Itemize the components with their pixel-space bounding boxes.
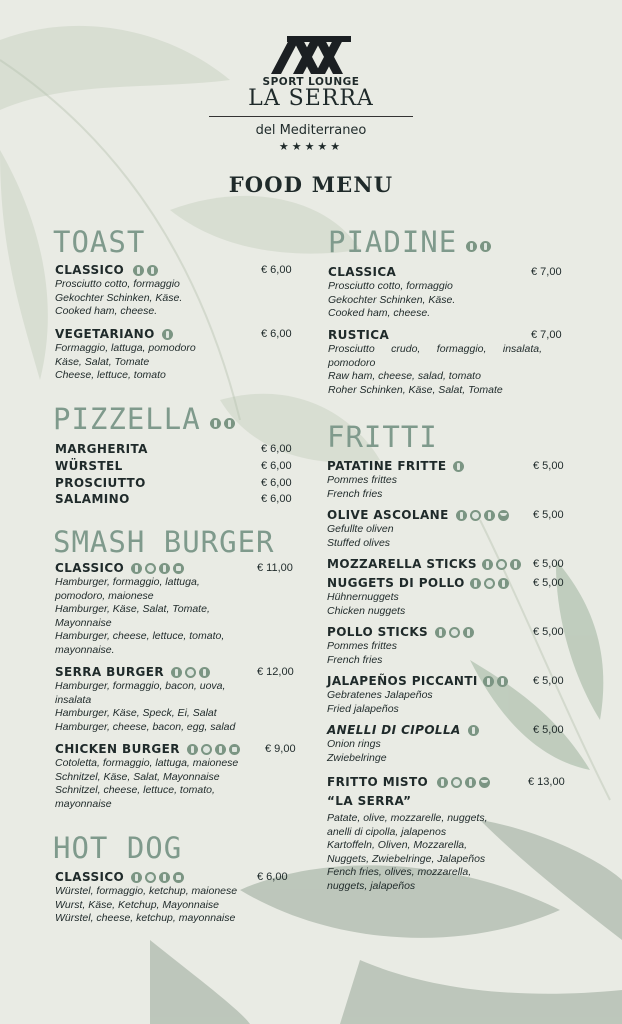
item-price: € 5,00 xyxy=(533,626,564,638)
item-name: NUGGETS DI POLLO xyxy=(327,575,567,591)
item-desc: Nuggets, Zwiebelringe, Jalapeños xyxy=(327,852,486,865)
egg-icon xyxy=(145,872,156,883)
menu-item xyxy=(55,441,295,457)
egg-icon xyxy=(201,744,212,755)
menu-item xyxy=(55,560,300,658)
item-price: € 13,00 xyxy=(528,776,565,788)
menu-item xyxy=(327,575,567,618)
milk-icon xyxy=(497,676,508,687)
item-desc: Prosciutto crudo, formaggio, insalata, xyxy=(328,343,542,355)
section-title-text: PIZZELLA xyxy=(53,402,201,436)
menu-item xyxy=(327,673,567,716)
mustard-icon xyxy=(173,872,184,883)
menu-item xyxy=(55,491,295,507)
section-title-text: TOAST xyxy=(53,225,146,259)
item-desc: Schnitzel, Käse, Salat, Mayonnaise xyxy=(55,770,220,783)
item-name: CHICKEN BURGER xyxy=(55,741,300,757)
wheat-icon xyxy=(453,461,464,472)
item-price: € 7,00 xyxy=(531,266,562,278)
menu-item xyxy=(328,327,562,397)
section-title-piadine xyxy=(328,226,491,260)
item-name: SERRA BURGER xyxy=(55,664,300,680)
item-desc: pomodoro, maionese xyxy=(55,589,154,602)
milk-icon xyxy=(147,265,158,276)
milk-icon xyxy=(215,744,226,755)
item-desc: Käse, Salat, Tomate xyxy=(55,355,150,368)
section-title-text: SMASH BURGER xyxy=(53,525,275,559)
item-desc: Gekochter Schinken, Käse. xyxy=(328,293,456,306)
item-desc: Chicken nuggets xyxy=(327,604,406,617)
milk-icon xyxy=(498,578,509,589)
item-price: € 11,00 xyxy=(257,562,293,574)
item-price: € 5,00 xyxy=(533,558,564,570)
item-name: CLASSICO xyxy=(55,262,295,278)
wheat-icon xyxy=(466,241,477,252)
menu-item xyxy=(55,741,300,811)
wheat-icon xyxy=(210,418,221,429)
item-price: € 12,00 xyxy=(257,666,294,678)
menu-item xyxy=(327,624,567,667)
item-desc: Fench fries, olives, mozzarella, xyxy=(327,866,472,879)
wheat-icon xyxy=(435,627,446,638)
item-price: € 6,00 xyxy=(261,443,292,455)
milk-icon xyxy=(510,559,521,570)
item-name: RUSTICA xyxy=(328,328,390,342)
mustard-icon xyxy=(229,744,240,755)
menu-item xyxy=(327,556,567,572)
item-price: € 5,00 xyxy=(533,577,564,589)
item-desc: Hamburger, formaggio, lattuga, xyxy=(55,576,200,588)
section-title-pizzella xyxy=(53,403,235,437)
item-desc: anelli di cipolla, jalapenos xyxy=(327,825,447,838)
milk-icon xyxy=(463,627,474,638)
section-title-fritti xyxy=(327,421,438,453)
item-price: € 6,00 xyxy=(261,264,292,276)
wheat-icon xyxy=(468,725,479,736)
item-desc: pomodoro xyxy=(328,356,376,369)
item-desc: nuggets, jalapeños xyxy=(327,879,416,892)
egg-icon xyxy=(449,627,460,638)
milk-icon xyxy=(159,563,170,574)
section-title-text: PIADINE xyxy=(328,225,458,259)
item-desc: Würstel, formaggio, ketchup, maionese xyxy=(55,885,238,897)
item-price: € 9,00 xyxy=(265,743,296,755)
item-desc: Cooked ham, cheese. xyxy=(328,307,431,320)
item-desc: Cheese, lettuce, tomato xyxy=(55,369,166,382)
item-desc: Pommes frittes xyxy=(327,640,398,652)
menu-item xyxy=(55,458,295,474)
item-desc: Cooked ham, cheese. xyxy=(55,305,158,318)
item-price: € 6,00 xyxy=(261,460,292,472)
item-desc: Pommes frittes xyxy=(327,474,398,486)
item-name: ANELLI DI CIPOLLA xyxy=(327,722,567,738)
item-name: FRITTO MISTO xyxy=(327,774,572,790)
wheat-icon xyxy=(133,265,144,276)
menu-item xyxy=(55,326,295,383)
milk-icon xyxy=(159,872,170,883)
item-desc: French fries xyxy=(327,487,383,500)
mustard-icon xyxy=(173,563,184,574)
item-desc: Hamburger, cheese, bacon, egg, salad xyxy=(55,720,236,733)
brand-divider xyxy=(209,116,413,117)
item-name: WÜRSTEL xyxy=(55,459,123,473)
item-desc: Gebratenes Jalapeños xyxy=(327,689,433,701)
milk-icon xyxy=(484,510,495,521)
egg-icon xyxy=(145,563,156,574)
item-price: € 5,00 xyxy=(533,675,564,687)
item-name: SALAMINO xyxy=(55,492,130,506)
brand-tagline: SPORT LOUNGE xyxy=(262,76,360,88)
item-price: € 6,00 xyxy=(261,493,292,505)
section-title-smash-burger xyxy=(53,526,275,558)
brand-stars: ★★★★★ xyxy=(278,141,344,153)
item-name: POLLO STICKS xyxy=(327,624,567,640)
wheat-icon xyxy=(131,872,142,883)
item-price: € 7,00 xyxy=(531,329,562,341)
item-name: PATATINE FRITTE xyxy=(327,458,567,474)
wheat-icon xyxy=(456,510,467,521)
item-name: VEGETARIANO xyxy=(55,326,295,342)
item-desc: Cotoletta, formaggio, lattuga, maionese xyxy=(55,757,239,769)
menu-item xyxy=(327,507,567,550)
item-name: CLASSICO xyxy=(55,869,300,885)
item-price: € 6,00 xyxy=(261,328,292,340)
item-subname: “LA SERRA” xyxy=(327,794,412,808)
item-desc: insalata xyxy=(55,693,92,706)
item-price: € 6,00 xyxy=(257,871,288,883)
brand-subtitle: del Mediterraneo xyxy=(255,123,367,138)
item-desc: Prosciutto cotto, formaggio xyxy=(55,278,180,290)
milk-icon xyxy=(465,777,476,788)
wheat-icon xyxy=(131,563,142,574)
item-desc: Hamburger, cheese, lettuce, tomato, xyxy=(55,630,225,643)
milk-icon xyxy=(162,329,173,340)
section-title-toast xyxy=(53,226,145,258)
egg-icon xyxy=(484,578,495,589)
item-desc: Kartoffeln, Oliven, Mozzarella, xyxy=(327,839,468,852)
item-desc: Gefullte oliven xyxy=(327,523,394,535)
menu-item xyxy=(55,869,300,926)
item-desc: Hamburger, formaggio, bacon, uova, xyxy=(55,680,226,692)
shellfish-icon xyxy=(479,777,490,788)
item-name: MARGHERITA xyxy=(55,442,148,456)
wheat-icon xyxy=(483,676,494,687)
shellfish-icon xyxy=(498,510,509,521)
item-desc: Roher Schinken, Käse, Salat, Tomate xyxy=(328,383,503,396)
item-desc: Formaggio, lattuga, pomodoro xyxy=(55,342,196,354)
milk-icon xyxy=(480,241,491,252)
menu-item xyxy=(55,262,295,319)
egg-icon xyxy=(496,559,507,570)
item-name: OLIVE ASCOLANE xyxy=(327,507,567,523)
item-name: CLASSICA xyxy=(328,265,397,279)
brand-logo-icon xyxy=(267,36,355,74)
item-desc: Hamburger, Käse, Speck, Ei, Salat xyxy=(55,707,217,720)
item-desc: Fried jalapeños xyxy=(327,702,399,715)
page-title: FOOD MENU xyxy=(228,172,394,197)
brand-name: LA SERRA xyxy=(248,86,374,111)
menu-item xyxy=(328,264,568,321)
wheat-icon xyxy=(482,559,493,570)
menu-item xyxy=(327,774,572,894)
item-desc: mayonnaise. xyxy=(55,643,115,656)
menu-item xyxy=(327,458,567,501)
wheat-icon xyxy=(470,578,481,589)
menu-item xyxy=(55,664,300,734)
milk-icon xyxy=(199,667,210,678)
section-title-text: HOT DOG xyxy=(53,831,183,865)
item-desc: Zwiebelringe xyxy=(327,751,387,764)
egg-icon xyxy=(451,777,462,788)
item-price: € 5,00 xyxy=(533,724,564,736)
wheat-icon xyxy=(187,744,198,755)
item-desc: Hamburger, Käse, Salat, Tomate, xyxy=(55,603,210,616)
item-desc: Schnitzel, cheese, lettuce, tomato, xyxy=(55,784,215,797)
item-desc: Wurst, Käse, Ketchup, Mayonnaise xyxy=(55,898,219,911)
item-desc: Stuffed olives xyxy=(327,536,391,549)
item-desc: Onion rings xyxy=(327,738,381,750)
brand-logo-block xyxy=(0,36,622,153)
item-desc: French fries xyxy=(327,653,383,666)
item-desc: Gekochter Schinken, Käse. xyxy=(55,291,183,304)
item-desc: Hühnernuggets xyxy=(327,591,399,603)
milk-icon xyxy=(224,418,235,429)
item-price: € 5,00 xyxy=(533,460,564,472)
item-desc: mayonnaise xyxy=(55,797,112,810)
item-desc: Mayonnaise xyxy=(55,616,112,629)
section-title-hot-dog xyxy=(53,832,182,864)
item-desc: Patate, olive, mozzarelle, nuggets, xyxy=(327,812,488,824)
section-title-text: FRITTI xyxy=(327,420,438,454)
item-name: JALAPEÑOS PICCANTI xyxy=(327,673,567,689)
item-desc: Prosciutto cotto, formaggio xyxy=(328,280,453,292)
item-desc: Würstel, cheese, ketchup, mayonnaise xyxy=(55,912,236,925)
item-name: MOZZARELLA STICKS xyxy=(327,556,567,572)
egg-icon xyxy=(470,510,481,521)
item-name: CLASSICO xyxy=(55,560,300,576)
wheat-icon xyxy=(171,667,182,678)
item-price: € 5,00 xyxy=(533,509,564,521)
wheat-icon xyxy=(437,777,448,788)
menu-item xyxy=(55,475,295,491)
menu-item xyxy=(327,722,567,765)
item-name: PROSCIUTTO xyxy=(55,476,146,490)
item-price: € 6,00 xyxy=(261,477,292,489)
item-desc: Raw ham, cheese, salad, tomato xyxy=(328,370,481,383)
egg-icon xyxy=(185,667,196,678)
